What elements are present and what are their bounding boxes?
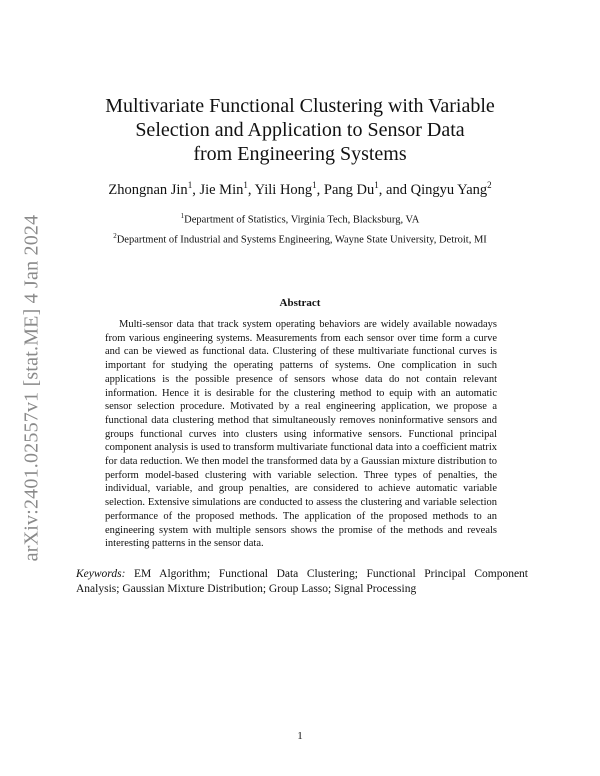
abstract-heading: Abstract	[279, 297, 321, 309]
paper-title	[80, 94, 520, 166]
author-affiliation-mark: 1	[374, 180, 379, 190]
abstract-body: Multi-sensor data that track system operating behaviors are widely available nowadays from various engineering systems. Measurements from each sensor over time form a curve and can be viewed as functional data. Clustering of these multivariate functional curves is important for studying the operating patterns of systems. One complication in such applications is the possible presence of sensors whose data do not contain relevant information. Hence it is desirable for the clustering method to equip with an automatic sensor selection procedure. Motivated by a real engineering application, we propose a functional data clustering method that simultaneously removes noninformative sensors and groups functional curves into clusters using informative sensors. Functional principal component analysis is used to transform multivariate functional data into a coefficient matrix for data reduction. We then model the transformed data by a Gaussian mixture distribution to perform model-based clustering with variable selection. Three types of penalties, the individual, variable, and group penalties, are considered to achieve automatic variable selection. Extensive simulations are conducted to assess the clustering and variable selection performance of the proposed methods. The application of the proposed methods to an engineering system with multiple sensors shows the promise of the methods and reveals interesting patterns in the sensor data.	[105, 319, 497, 550]
affiliation-1	[60, 212, 540, 226]
author-name: Yili Hong	[254, 181, 313, 198]
author-affiliation-mark: 1	[243, 180, 248, 190]
affiliation-text: Department of Statistics, Virginia Tech, Blacksburg, VA	[184, 214, 420, 226]
title-line-3: from Engineering Systems	[193, 143, 407, 165]
title-line-1: Multivariate Functional Clustering with Variable	[105, 95, 495, 117]
author-name: Pang Du	[323, 181, 375, 198]
author-affiliation-mark: 1	[312, 180, 317, 190]
affiliation-mark: 2	[113, 232, 117, 240]
keywords-label: Keywords:	[76, 568, 126, 580]
keywords-text: EM Algorithm; Functional Data Clustering; Functional Principal Component Analysis; Gaussian Mixture Distribution; Group Lasso; Signal Processing	[76, 568, 528, 595]
title-line-2: Selection and Application to Sensor Data	[135, 119, 465, 141]
author-affiliation-mark: 1	[187, 180, 193, 190]
affiliation-text: Department of Industrial and Systems Engineering, Wayne State University, Detroit, MI	[116, 234, 487, 246]
keywords-section	[76, 567, 528, 597]
author-list: Zhongnan Jin$^1$, Jie Min$^1$, Yili Hong$^1$, Pang Du$^1$, and Qingyu Yang$^2$	[108, 180, 492, 198]
page-number: 1	[297, 730, 303, 742]
author-name: Qingyu Yang	[410, 181, 488, 198]
affiliation-mark: 1	[180, 212, 185, 220]
arxiv-identifier-stamp: arXiv:2401.02557v1 [stat.ME] 4 Jan 2024	[20, 214, 43, 562]
author-name: Zhongnan Jin	[108, 181, 188, 198]
author-affiliation-mark: 2	[487, 180, 492, 190]
affiliation-2	[60, 232, 540, 246]
author-name: Jie Min	[199, 181, 244, 198]
